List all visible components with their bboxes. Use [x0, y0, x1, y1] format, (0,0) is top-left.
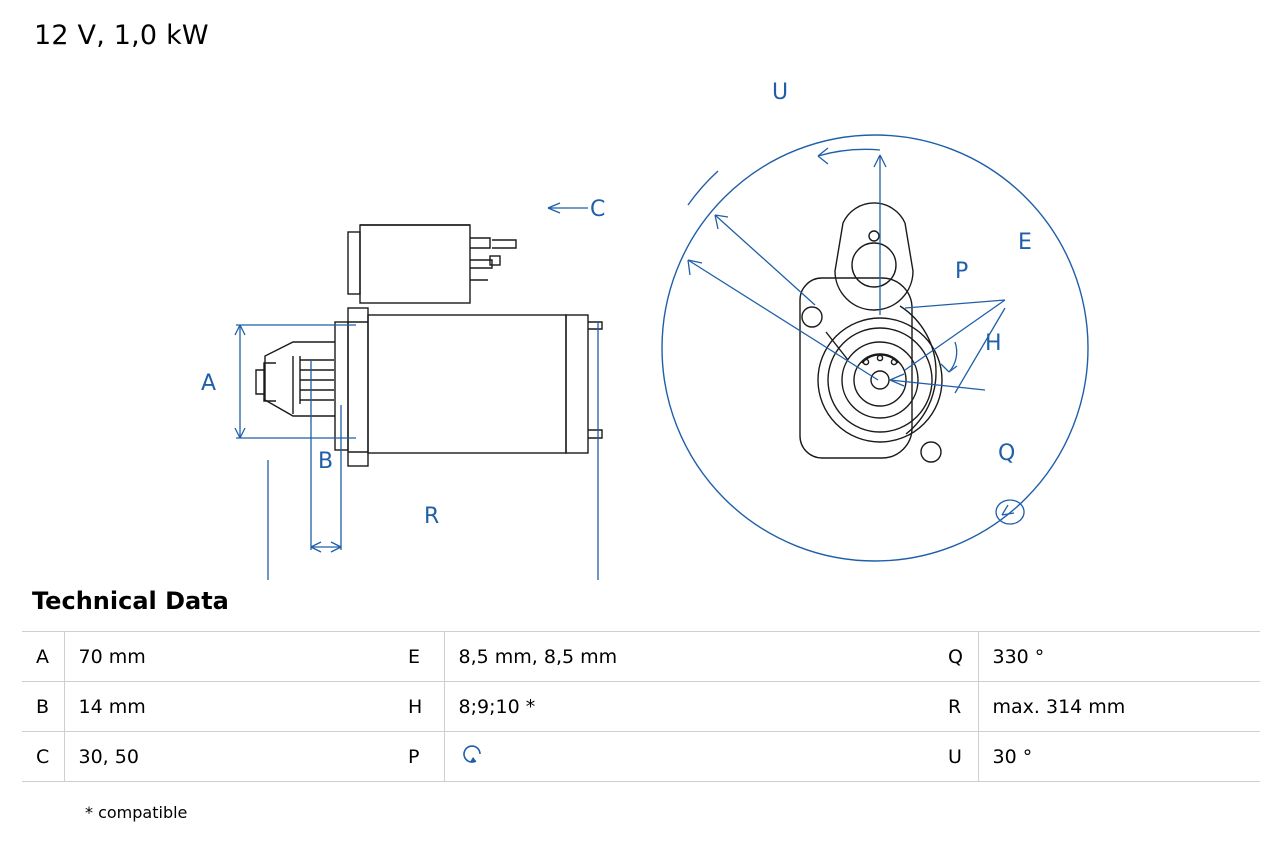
- row-value-C: 30, 50: [64, 732, 394, 782]
- row-value-R: max. 314 mm: [978, 682, 1260, 732]
- label-E: E: [1018, 230, 1032, 255]
- row-key-H: H: [394, 682, 444, 732]
- row-key-A: A: [22, 632, 64, 682]
- dimension-labels-side: [201, 197, 605, 529]
- label-B: B: [318, 449, 334, 474]
- table-row: [22, 682, 1260, 732]
- front-view-outline: [800, 203, 942, 462]
- label-U: U: [772, 80, 789, 105]
- row-value-B: 14 mm: [64, 682, 394, 732]
- label-P: P: [955, 259, 969, 284]
- row-key-E: E: [394, 632, 444, 682]
- row-key-U: U: [934, 732, 978, 782]
- row-key-C: C: [22, 732, 64, 782]
- row-value-H: 8;9;10 *: [444, 682, 934, 732]
- page-title: 12 V, 1,0 kW: [34, 20, 209, 51]
- row-value-U: 30 °: [978, 732, 1260, 782]
- row-key-B: B: [22, 682, 64, 732]
- table-footnote: * compatible: [85, 803, 188, 822]
- front-view-circles: [662, 135, 1088, 561]
- table-row: [22, 732, 1260, 782]
- dimension-lines-side: [235, 203, 598, 580]
- row-key-Q: Q: [934, 632, 978, 682]
- row-key-P: P: [394, 732, 444, 782]
- label-R: R: [424, 504, 440, 529]
- rotation-direction-icon: [459, 741, 485, 772]
- row-value-A: 70 mm: [64, 632, 394, 682]
- front-view-leaders: [688, 148, 1024, 524]
- label-A: A: [201, 371, 217, 396]
- label-H: H: [985, 331, 1002, 356]
- label-Q: Q: [998, 441, 1016, 466]
- row-value-P: [444, 732, 934, 782]
- table-row: [22, 632, 1260, 682]
- side-view-outline: [256, 225, 602, 466]
- row-value-Q: 330 °: [978, 632, 1260, 682]
- label-C: C: [590, 197, 606, 222]
- row-value-E: 8,5 mm, 8,5 mm: [444, 632, 934, 682]
- technical-data-table: [22, 631, 1260, 782]
- front-view-labels: [772, 80, 1032, 466]
- starter-technical-drawing: [0, 60, 1280, 580]
- row-key-R: R: [934, 682, 978, 732]
- technical-data-heading: Technical Data: [32, 587, 229, 615]
